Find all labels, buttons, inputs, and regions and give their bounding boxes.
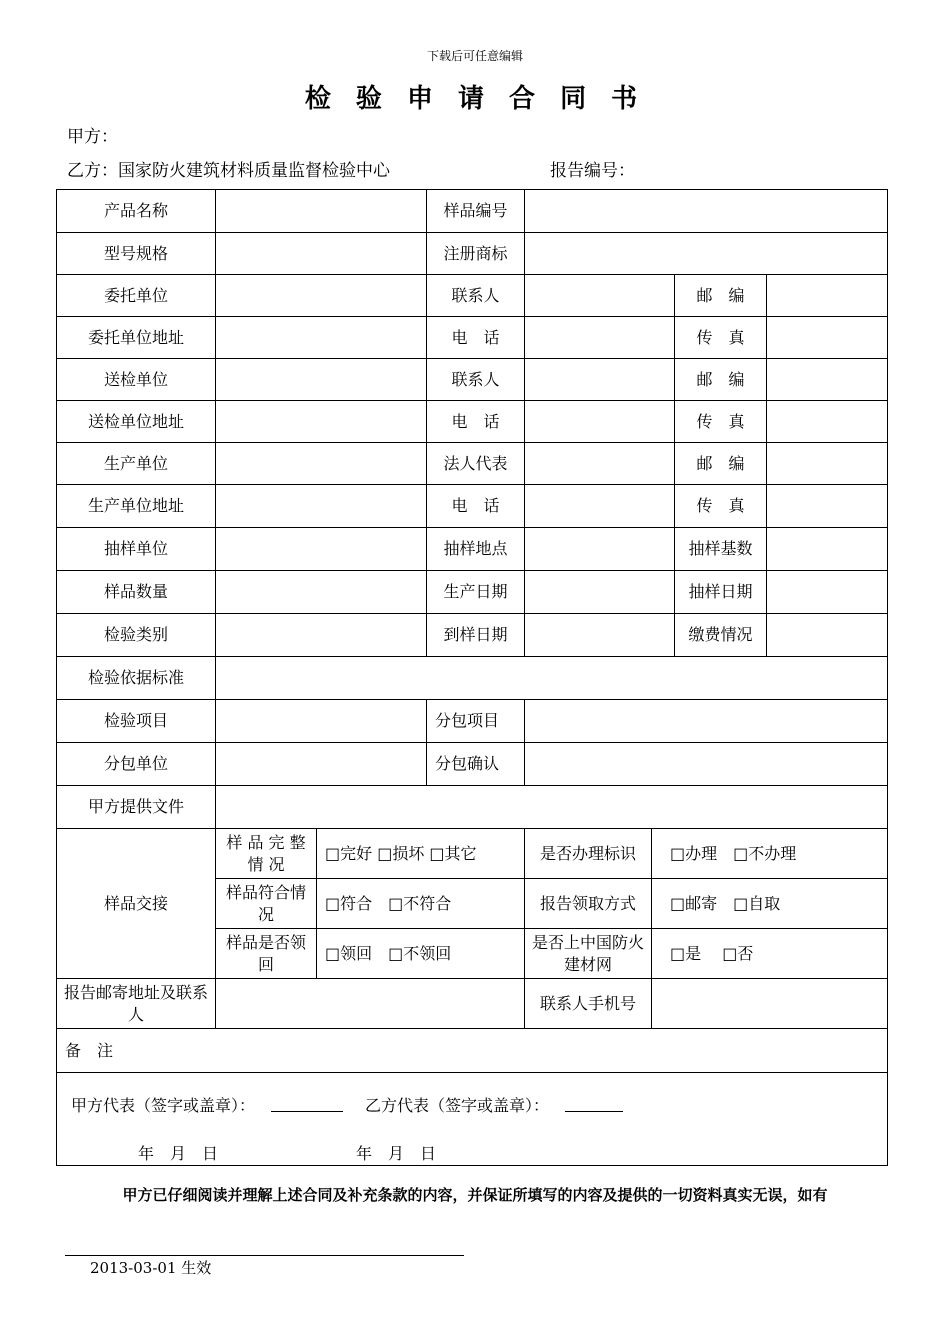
label-sampling-base: 抽样基数: [675, 528, 767, 571]
field-producer[interactable]: [216, 443, 427, 485]
label-sender-phone: 电 话: [427, 401, 525, 443]
field-sample-no[interactable]: [525, 190, 888, 233]
field-mobile[interactable]: [652, 979, 888, 1029]
field-client-address[interactable]: [216, 317, 427, 359]
label-client-address: 委托单位地址: [57, 317, 216, 359]
field-client-fax[interactable]: [767, 317, 888, 359]
label-client-fax: 传 真: [675, 317, 767, 359]
field-client-contact[interactable]: [525, 275, 675, 317]
field-sender-postcode[interactable]: [767, 359, 888, 401]
field-arrival-date[interactable]: [525, 614, 675, 657]
label-producer-address: 生产单位地址: [57, 485, 216, 528]
field-production-date[interactable]: [525, 571, 675, 614]
party-b-signature-label: 乙方代表（签字或盖章）：: [365, 1096, 550, 1115]
field-test-type[interactable]: [216, 614, 427, 657]
field-sampling-date[interactable]: [767, 571, 888, 614]
field-producer-postcode[interactable]: [767, 443, 888, 485]
label-sampling-unit: 抽样单位: [57, 528, 216, 571]
label-sender-address: 送检单位地址: [57, 401, 216, 443]
label-producer: 生产单位: [57, 443, 216, 485]
field-sampling-base[interactable]: [767, 528, 888, 571]
label-producer-postcode: 邮 编: [675, 443, 767, 485]
label-sub-confirm: 分包确认: [427, 743, 525, 786]
label-client-phone: 电 话: [427, 317, 525, 359]
field-sample-qty[interactable]: [216, 571, 427, 614]
label-mobile: 联系人手机号: [525, 979, 652, 1029]
party-a-signature-line[interactable]: [271, 1095, 343, 1112]
options-mark-handling[interactable]: □办理 □不办理: [652, 829, 888, 879]
label-sample-qty: 样品数量: [57, 571, 216, 614]
field-payment[interactable]: [767, 614, 888, 657]
label-client-unit: 委托单位: [57, 275, 216, 317]
label-sample-conformity: 样品符合情 况: [216, 879, 317, 929]
options-report-collection[interactable]: □邮寄 □自取: [652, 879, 888, 929]
label-producer-phone: 电 话: [427, 485, 525, 528]
label-mail-address: 报告邮寄地址及联系人: [57, 979, 216, 1029]
document-title: 检 验 申 请 合 同 书: [304, 84, 646, 114]
label-product-name: 产品名称: [57, 190, 216, 233]
label-documents: 甲方提供文件: [57, 786, 216, 829]
field-client-phone[interactable]: [525, 317, 675, 359]
label-production-date: 生产日期: [427, 571, 525, 614]
application-form-table: [56, 189, 888, 1166]
field-sampling-place[interactable]: [525, 528, 675, 571]
field-mail-address[interactable]: [216, 979, 525, 1029]
field-producer-phone[interactable]: [525, 485, 675, 528]
party-a-date: 年 月 日: [138, 1144, 219, 1163]
remarks-row[interactable]: 备 注: [57, 1029, 888, 1073]
field-sender-phone[interactable]: [525, 401, 675, 443]
label-sub-unit: 分包单位: [57, 743, 216, 786]
signature-area: [57, 1073, 888, 1166]
report-number-label: 报告编号：: [550, 161, 635, 181]
field-sender-fax[interactable]: [767, 401, 888, 443]
field-model-spec[interactable]: [216, 233, 427, 275]
party-a-signature-label: 甲方代表（签字或盖章）：: [71, 1096, 256, 1115]
field-producer-fax[interactable]: [767, 485, 888, 528]
label-sampling-place: 抽样地点: [427, 528, 525, 571]
party-b-date: 年 月 日: [356, 1144, 437, 1163]
label-sample-return: 样品是否领 回: [216, 929, 317, 979]
footer-divider: [65, 1255, 464, 1256]
label-sample-no: 样品编号: [427, 190, 525, 233]
label-model-spec: 型号规格: [57, 233, 216, 275]
field-sender-unit[interactable]: [216, 359, 427, 401]
options-online-listing[interactable]: □是 □否: [652, 929, 888, 979]
field-client-unit[interactable]: [216, 275, 427, 317]
label-sender-contact: 联系人: [427, 359, 525, 401]
field-trademark[interactable]: [525, 233, 888, 275]
label-sub-items: 分包项目: [427, 700, 525, 743]
label-client-postcode: 邮 编: [675, 275, 767, 317]
field-sender-contact[interactable]: [525, 359, 675, 401]
options-sample-integrity[interactable]: □完好 □损坏 □其它: [317, 829, 525, 879]
label-producer-fax: 传 真: [675, 485, 767, 528]
label-sender-unit: 送检单位: [57, 359, 216, 401]
label-sender-postcode: 邮 编: [675, 359, 767, 401]
label-sender-fax: 传 真: [675, 401, 767, 443]
label-online-listing: 是否上中国防火建材网: [525, 929, 652, 979]
label-test-items: 检验项目: [57, 700, 216, 743]
field-client-postcode[interactable]: [767, 275, 888, 317]
options-sample-conformity[interactable]: □符合 □不符合: [317, 879, 525, 929]
declaration-notice: 甲方已仔细阅读并理解上述合同及补充条款的内容，并保证所填写的内容及提供的一切资料真实无误，如有: [122, 1186, 828, 1204]
field-sub-items[interactable]: [525, 700, 888, 743]
field-sub-unit[interactable]: [216, 743, 427, 786]
field-standard[interactable]: [216, 657, 888, 700]
field-documents[interactable]: [216, 786, 888, 829]
field-sampling-unit[interactable]: [216, 528, 427, 571]
party-b-signature-line[interactable]: [565, 1095, 623, 1112]
field-sub-confirm[interactable]: [525, 743, 888, 786]
label-report-collection: 报告领取方式: [525, 879, 652, 929]
label-sample-integrity: 样 品 完 整 情 况: [216, 829, 317, 879]
field-producer-address[interactable]: [216, 485, 427, 528]
label-arrival-date: 到样日期: [427, 614, 525, 657]
label-standard: 检验依据标准: [57, 657, 216, 700]
label-client-contact: 联系人: [427, 275, 525, 317]
label-sample-handover: 样品交接: [57, 829, 216, 979]
label-payment: 缴费情况: [675, 614, 767, 657]
party-b-label: 乙方：国家防火建筑材料质量监督检验中心: [67, 161, 390, 181]
options-sample-return[interactable]: □领回 □不领回: [317, 929, 525, 979]
field-sender-address[interactable]: [216, 401, 427, 443]
label-test-type: 检验类别: [57, 614, 216, 657]
effective-date: 2013-03-01 生效: [90, 1259, 212, 1277]
field-product-name[interactable]: [216, 190, 427, 233]
label-trademark: 注册商标: [427, 233, 525, 275]
label-mark-handling: 是否办理标识: [525, 829, 652, 879]
label-legal-rep: 法人代表: [427, 443, 525, 485]
label-sampling-date: 抽样日期: [675, 571, 767, 614]
party-a-label: 甲方：: [67, 127, 118, 147]
field-legal-rep[interactable]: [525, 443, 675, 485]
header-note: 下载后可任意编辑: [426, 49, 523, 63]
field-test-items[interactable]: [216, 700, 427, 743]
